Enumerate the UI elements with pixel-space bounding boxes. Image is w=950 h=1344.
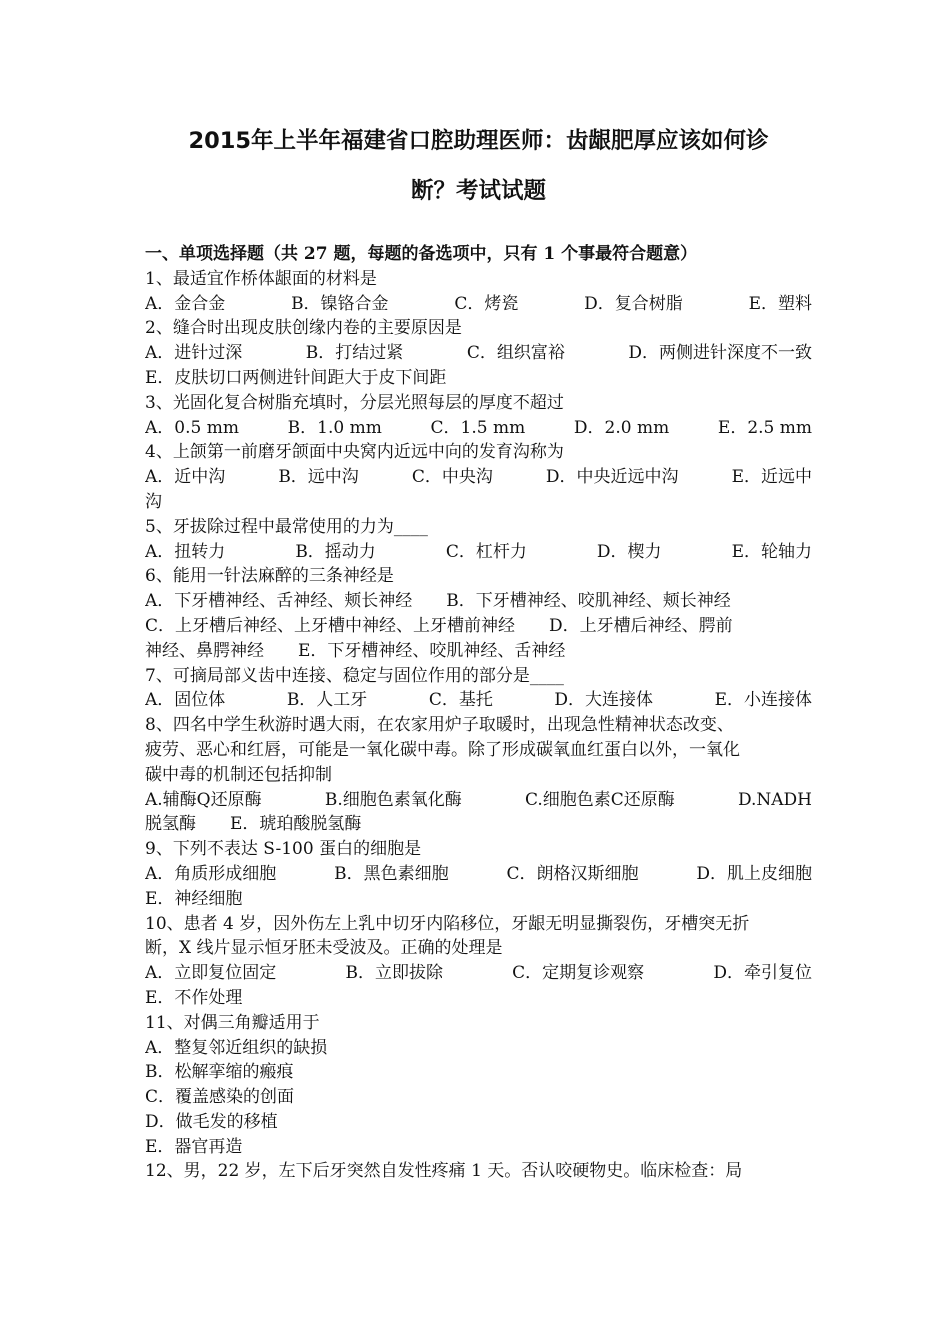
question-8 — [145, 713, 812, 837]
option-row — [145, 688, 812, 713]
answer-option: C．基托 — [428, 690, 493, 711]
answer-option: D．上牙槽后神经、腭前 — [549, 615, 733, 636]
option-row — [145, 540, 812, 565]
answer-option: 脱氢酶 — [145, 814, 196, 835]
question-6 — [145, 564, 812, 663]
question-stem: 5、牙拔除过程中最常使用的力为____ — [145, 516, 428, 537]
answer-option: C．1.5 mm — [430, 417, 526, 438]
option-row — [145, 812, 812, 837]
answer-option: D．做毛发的移植 — [145, 1111, 278, 1132]
question-3 — [145, 391, 812, 441]
answer-option: C．组织富裕 — [466, 343, 565, 364]
answer-option: 沟 — [145, 491, 162, 512]
title-line-2: 断？考试试题 — [410, 178, 546, 204]
option-row — [145, 1085, 812, 1110]
answer-option: E．小连接体 — [714, 690, 812, 711]
question-5 — [145, 515, 812, 565]
option-row — [145, 1135, 812, 1160]
answer-option: E．皮肤切口两侧进针间距大于皮下间距 — [145, 367, 447, 388]
answer-option: D．两侧进针深度不一致 — [628, 343, 812, 364]
answer-option: E．神经细胞 — [145, 888, 243, 909]
answer-option: 神经、鼻腭神经 — [145, 640, 264, 661]
question-1 — [145, 267, 812, 317]
answer-option: A．固位体 — [145, 690, 226, 711]
option-row — [145, 416, 812, 441]
question-stem: 10、患者 4 岁，因外伤左上乳中切牙内陷移位，牙龈无明显撕裂伤，牙槽突无折 — [145, 913, 750, 934]
question-2 — [145, 316, 812, 390]
answer-option: D.NADH — [737, 789, 812, 810]
answer-option: A．进针过深 — [145, 343, 243, 364]
question-12 — [145, 1159, 812, 1184]
answer-option: D．中央近远中沟 — [545, 467, 679, 488]
option-row — [145, 1060, 812, 1085]
question-4 — [145, 440, 812, 514]
option-row — [145, 862, 812, 887]
question-7 — [145, 664, 812, 714]
answer-option: B．打结过紧 — [305, 343, 404, 364]
question-stem: 12、男，22 岁，左下后牙突然自发性疼痛 1 天。否认咬硬物史。临床检查：局 — [145, 1161, 743, 1182]
question-stem: 6、能用一针法麻醉的三条神经是 — [145, 566, 394, 587]
question-stem: 8、四名中学生秋游时遇大雨，在农家用炉子取暖时，出现急性精神状态改变、 — [145, 715, 734, 736]
question-stem: 断，X 线片显示恒牙胚未受波及。正确的处理是 — [145, 938, 503, 959]
question-stem: 1、最适宜作桥体龈面的材料是 — [145, 268, 377, 289]
answer-option: C．上牙槽后神经、上牙槽中神经、上牙槽前神经 — [145, 615, 516, 636]
question-stem: 11、对偶三角瓣适用于 — [145, 1012, 320, 1033]
answer-option: C．烤瓷 — [454, 293, 519, 314]
question-stem: 7、可摘局部义齿中连接、稳定与固位作用的部分是____ — [145, 665, 564, 686]
answer-option: A．立即复位固定 — [145, 963, 277, 984]
question-list — [145, 267, 812, 1184]
answer-option: A．近中沟 — [145, 467, 226, 488]
answer-option: B．人工牙 — [286, 690, 368, 711]
answer-option: C．覆盖感染的创面 — [145, 1087, 295, 1108]
answer-option: D．楔力 — [596, 541, 662, 562]
answer-option: A．角质形成细胞 — [145, 863, 277, 884]
question-10 — [145, 912, 812, 1011]
option-row — [145, 961, 812, 986]
answer-option: A．整复邻近组织的缺损 — [145, 1037, 328, 1058]
answer-option: D．肌上皮细胞 — [696, 863, 812, 884]
answer-option: E．下牙槽神经、咬肌神经、舌神经 — [298, 640, 566, 661]
answer-option: C．朗格汉斯细胞 — [506, 863, 639, 884]
question-stem: 疲劳、恶心和红唇，可能是一氧化碳中毒。除了形成碳氧血红蛋白以外，一氧化 — [145, 739, 740, 760]
answer-option: C．中央沟 — [411, 467, 493, 488]
question-stem: 4、上颌第一前磨牙颌面中央窝内近远中向的发育沟称为 — [145, 442, 564, 463]
question-stem: 9、下列不表达 S-100 蛋白的细胞是 — [145, 839, 422, 860]
option-row — [145, 589, 812, 614]
answer-option: E．近远中 — [731, 467, 812, 488]
question-9 — [145, 837, 812, 911]
question-11 — [145, 1011, 812, 1160]
option-row — [145, 788, 812, 813]
option-row — [145, 986, 812, 1011]
option-row — [145, 490, 812, 515]
option-row — [145, 887, 812, 912]
option-row — [145, 639, 812, 664]
option-row — [145, 366, 812, 391]
option-row — [145, 341, 812, 366]
answer-option: E．2.5 mm — [717, 417, 812, 438]
answer-option: A．0.5 mm — [145, 417, 239, 438]
option-row — [145, 1110, 812, 1135]
answer-option: B．下牙槽神经、咬肌神经、颊长神经 — [446, 591, 731, 612]
answer-option: B．1.0 mm — [287, 417, 382, 438]
option-row — [145, 465, 812, 490]
question-stem: 3、光固化复合树脂充填时，分层光照每层的厚度不超过 — [145, 392, 564, 413]
answer-option: D．2.0 mm — [573, 417, 670, 438]
answer-option: B．黑色素细胞 — [334, 863, 449, 884]
answer-option: B．远中沟 — [278, 467, 359, 488]
option-row — [145, 292, 812, 317]
answer-option: E．器官再造 — [145, 1136, 243, 1157]
question-stem: 2、缝合时出现皮肤创缘内卷的主要原因是 — [145, 318, 462, 339]
answer-option: E．琥珀酸脱氢酶 — [230, 814, 362, 835]
answer-option: B．摇动力 — [295, 541, 376, 562]
answer-option: B．镍铬合金 — [291, 293, 389, 314]
option-row — [145, 1036, 812, 1061]
section-header: 一、单项选择题（共 27 题，每题的备选项中，只有 1 个事最符合题意） — [145, 244, 698, 264]
answer-option: A．金合金 — [145, 293, 226, 314]
answer-option: A.辅酶Q还原酶 — [145, 789, 262, 810]
answer-option: E．轮轴力 — [731, 541, 812, 562]
answer-option: C．杠杆力 — [445, 541, 527, 562]
option-row — [145, 614, 812, 639]
question-stem: 碳中毒的机制还包括抑制 — [145, 764, 332, 785]
answer-option: D．复合树脂 — [584, 293, 683, 314]
document-title — [145, 116, 812, 216]
title-line-1: 2015年上半年福建省口腔助理医师：齿龈肥厚应该如何诊 — [188, 128, 769, 154]
answer-option: B．松解挛缩的瘢痕 — [145, 1062, 294, 1083]
answer-option: C．定期复诊观察 — [512, 963, 645, 984]
answer-option: D．大连接体 — [554, 690, 654, 711]
answer-option: E．不作处理 — [145, 987, 243, 1008]
answer-option: C.细胞色素C还原酶 — [524, 789, 675, 810]
answer-option: B.细胞色素氧化酶 — [324, 789, 462, 810]
answer-option: A．扭转力 — [145, 541, 226, 562]
answer-option: D．牵引复位 — [713, 963, 812, 984]
answer-option: E．塑料 — [748, 293, 812, 314]
answer-option: A．下牙槽神经、舌神经、颊长神经 — [145, 591, 413, 612]
answer-option: B．立即拔除 — [345, 963, 443, 984]
